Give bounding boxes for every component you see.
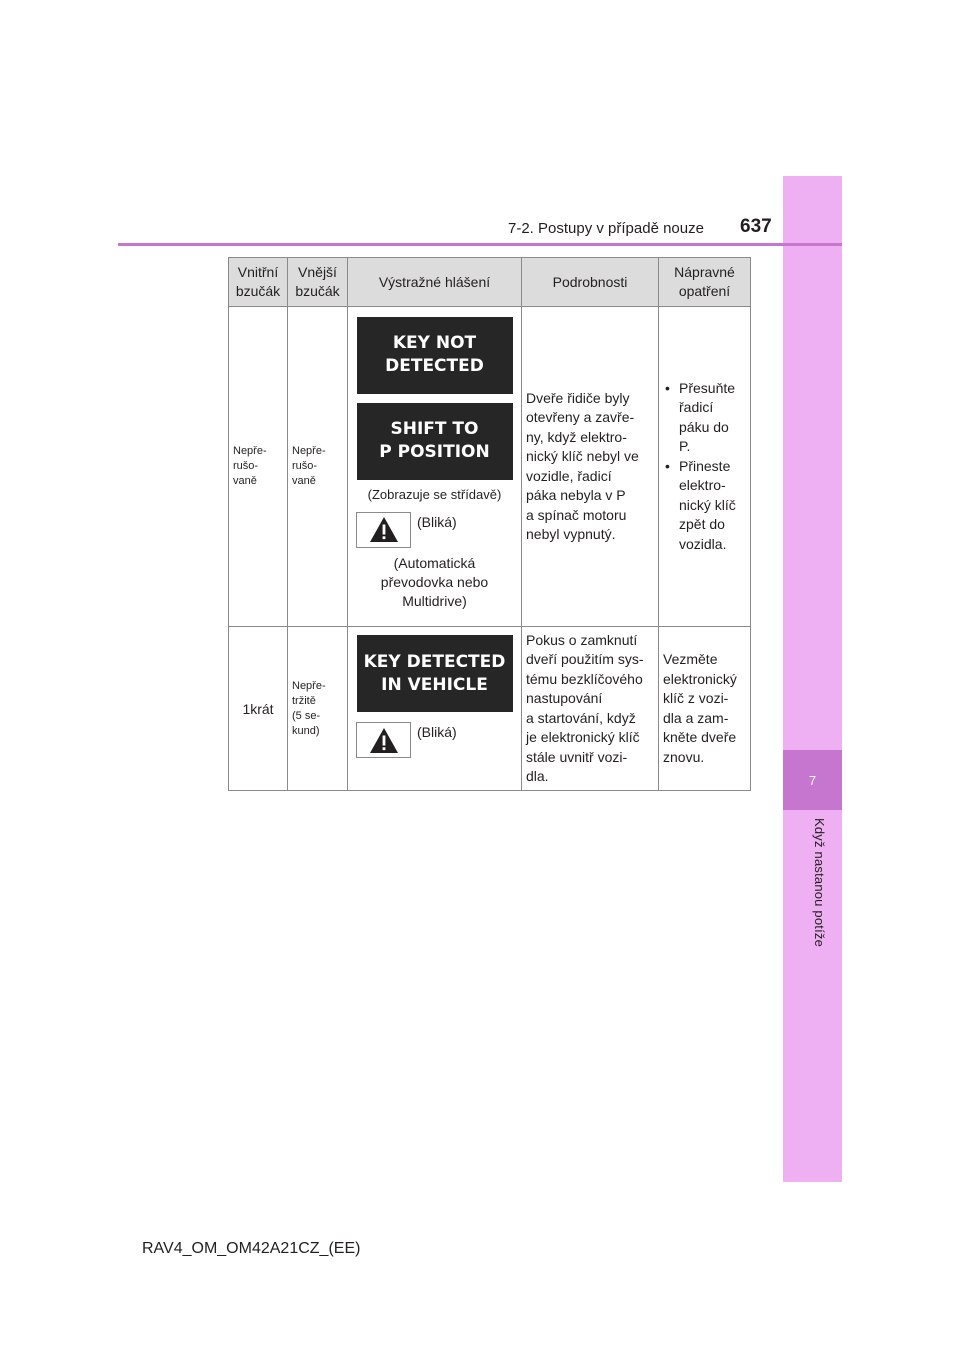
display-shift-to-p: SHIFT TO P POSITION (357, 403, 513, 480)
inner-buzzer-cell: 1krát (229, 627, 288, 791)
column-header: Vnější bzučák (288, 258, 348, 307)
blink-indicator (356, 722, 521, 758)
transmission-note: (Automatická převodovka nebo Multidrive) (380, 554, 489, 609)
page-number: 637 (740, 216, 772, 237)
details-cell: Pokus o zamknutí dveří použitím sys- tému bezklíčového nastupování a startování, když je elektronický klíč stále uvnitř vozi- dla. (522, 627, 659, 791)
chapter-number: 7 (783, 750, 842, 810)
header-divider (118, 243, 842, 246)
blink-caption: (Bliká) (417, 724, 457, 740)
section-title: 7-2. Postupy v případě nouze (508, 220, 704, 237)
warning-triangle-icon (356, 722, 411, 758)
table-header-row (229, 258, 751, 307)
column-header: Vnitřní bzučák (229, 258, 288, 307)
table-row (229, 307, 751, 627)
list-item: • Přesuňte řadicí páku do P. (665, 379, 746, 457)
warning-table (228, 257, 751, 791)
list-item: • Přineste elektro- nický klíč zpět do vozidla. (665, 457, 746, 555)
inner-buzzer-cell: Nepře- rušo- vaně (229, 307, 288, 627)
display-key-detected-in-vehicle: KEY DETECTED IN VEHICLE (357, 635, 513, 712)
display-key-not-detected: KEY NOT DETECTED (357, 317, 513, 394)
column-header: Nápravné opatření (659, 258, 751, 307)
warning-message-cell (348, 627, 522, 791)
action-list (659, 379, 750, 555)
table-row (229, 627, 751, 791)
details-cell: Dveře řidiče byly otevřeny a zavře- ny, když elektro- nický klíč nebyl ve vozidle, řadicí páka nebyla v P a spínač motoru nebyl vypnutý. (522, 307, 659, 627)
outer-buzzer-cell: Nepře- tržitě (5 se- kund) (288, 627, 348, 791)
warning-triangle-icon (356, 512, 411, 548)
action-cell: Vezměte elektronický klíč z vozi- dla a zam- kněte dveře znovu. (659, 627, 751, 791)
blink-indicator (356, 512, 521, 548)
chapter-title: Když nastanou potíže (812, 818, 827, 948)
document-code: RAV4_OM_OM42A21CZ_(EE) (142, 1240, 361, 1257)
outer-buzzer-cell: Nepře- rušo- vaně (288, 307, 348, 627)
blink-caption: (Bliká) (417, 513, 457, 530)
actions-cell (659, 307, 751, 627)
column-header: Výstražné hlášení (348, 258, 522, 307)
warning-message-cell (348, 307, 522, 627)
alternate-caption: (Zobrazuje se střídavě) (367, 486, 502, 502)
chapter-side-tab (783, 176, 842, 1182)
column-header: Podrobnosti (522, 258, 659, 307)
